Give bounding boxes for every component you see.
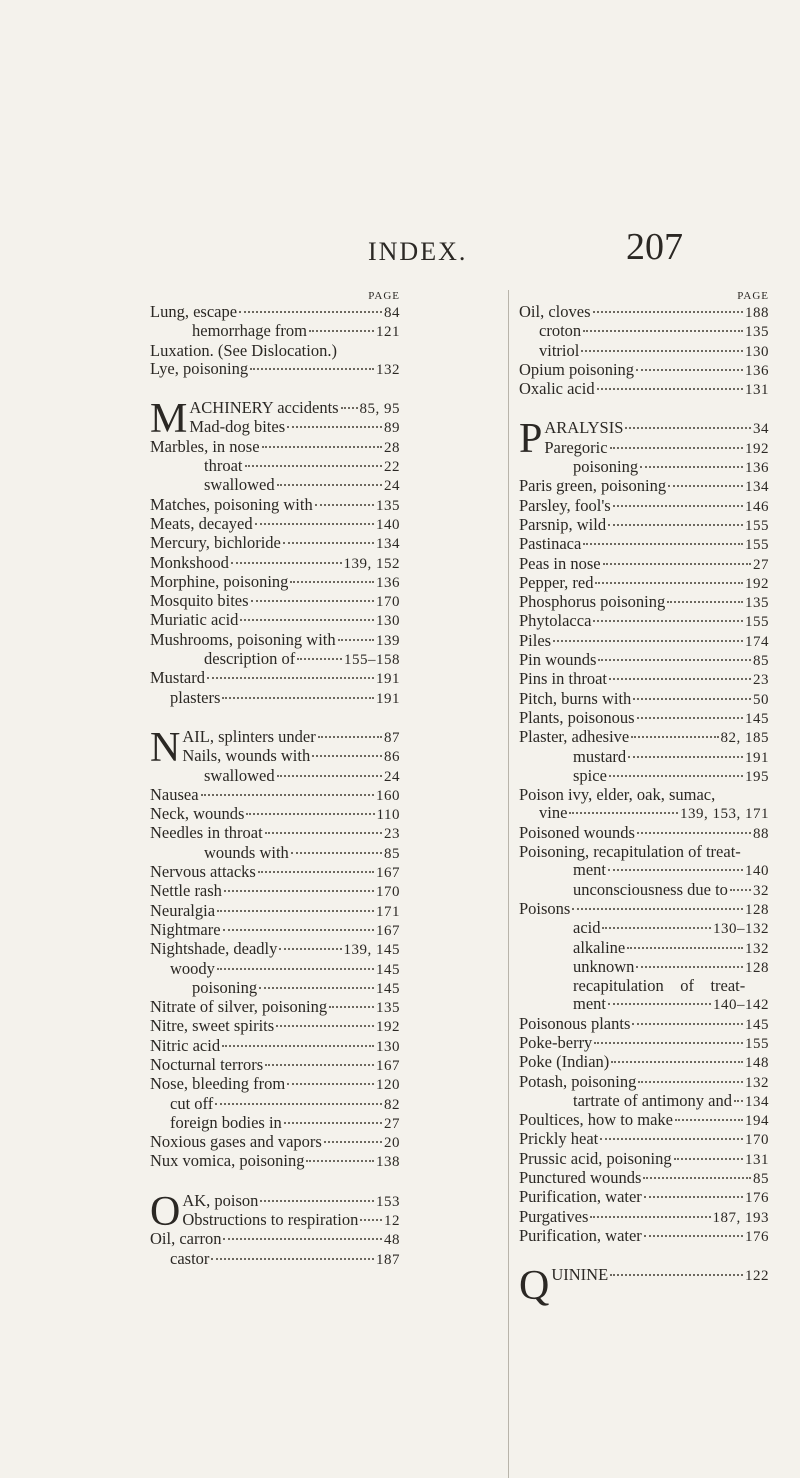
index-entry: Nose, bleeding from 120 xyxy=(150,1074,400,1094)
index-entry: Nitrate of silver, poisoning 135 xyxy=(150,997,400,1017)
index-entry: Oil, carron 48 xyxy=(150,1229,400,1249)
index-entry: Poisons 128 xyxy=(519,898,769,918)
index-subentry: acid 130–132 xyxy=(573,918,769,938)
index-subentry: wounds with 85 xyxy=(204,842,400,862)
index-subentry: cut off 82 xyxy=(170,1093,400,1113)
index-entry: Phosphorus poisoning 135 xyxy=(519,592,769,612)
index-entry: Purification, water 176 xyxy=(519,1187,769,1207)
index-entry: Nitre, sweet spirits 192 xyxy=(150,1016,400,1036)
index-subentry: vine 139, 153, 171 xyxy=(539,803,769,823)
index-entry: Plants, poisonous 145 xyxy=(519,707,769,727)
index-entry: Meats, decayed 140 xyxy=(150,513,400,533)
index-entry: Oxalic acid 131 xyxy=(519,379,769,399)
index-subentry: unconsciousness due to 32 xyxy=(573,879,769,899)
page-column-label: PAGE xyxy=(737,290,769,302)
letter-section-m xyxy=(150,396,400,443)
index-entry: Mushrooms, poisoning with 139 xyxy=(150,629,400,649)
drop-cap: Q xyxy=(519,1263,550,1310)
index-entry: Nausea 160 xyxy=(150,784,400,804)
index-entry: Monkshood 139, 152 xyxy=(150,552,400,572)
drop-cap: N xyxy=(150,724,181,771)
index-subentry: croton 135 xyxy=(539,321,769,341)
index-entry: Poke-berry 155 xyxy=(519,1032,769,1052)
index-subentry: hemorrhage from 121 xyxy=(192,321,400,341)
index-entry: Potash, poisoning 132 xyxy=(519,1071,769,1091)
index-entry: Purgatives 187, 193 xyxy=(519,1206,769,1226)
index-entry: Obstructions to respiration 12 xyxy=(182,1210,400,1230)
index-subentry: woody 145 xyxy=(170,958,400,978)
index-subentry: plasters 191 xyxy=(170,687,400,707)
index-entry: Nightmare 167 xyxy=(150,919,400,939)
index-entry: Pepper, red 192 xyxy=(519,572,769,592)
index-subentry: vitriol 130 xyxy=(539,340,769,360)
index-entry: Neck, wounds 110 xyxy=(150,804,400,824)
index-entry: Plaster, adhesive 82, 185 xyxy=(519,727,769,747)
index-entry: Poison ivy, elder, oak, sumac, xyxy=(519,785,716,805)
index-entry: Parsley, fool's 146 xyxy=(519,495,769,515)
index-entry: ACHINERY accidents 85, 95 xyxy=(189,398,400,418)
index-entry: Mad-dog bites 89 xyxy=(189,417,400,437)
index-entry: Nitric acid 130 xyxy=(150,1035,400,1055)
index-entry: Poultices, how to make 194 xyxy=(519,1110,769,1130)
index-entry: Prickly heat 170 xyxy=(519,1129,769,1149)
column-divider xyxy=(508,290,509,1478)
index-entry: Muriatic acid 130 xyxy=(150,610,400,630)
index-entry: Pastinaca 155 xyxy=(519,534,769,554)
index-entry: Oil, cloves 188 xyxy=(519,302,769,321)
index-entry: Phytolacca 155 xyxy=(519,611,769,631)
letter-section-q xyxy=(519,1263,769,1310)
index-subentry: foreign bodies in 27 xyxy=(170,1112,400,1132)
index-subentry: poisoning 145 xyxy=(192,977,400,997)
index-entry: Nux vomica, poisoning 138 xyxy=(150,1151,400,1171)
index-subentry: recapitulation of treat- xyxy=(573,976,746,996)
index-entry: Pitch, burns with 50 xyxy=(519,688,769,708)
index-subentry: ment 140 xyxy=(573,860,769,880)
drop-cap: M xyxy=(150,396,188,443)
index-entry: Poisoned wounds 88 xyxy=(519,822,769,842)
letter-section-n xyxy=(150,724,400,771)
index-entry: Poisonous plants 145 xyxy=(519,1013,769,1033)
index-entry: Purification, water 176 xyxy=(519,1225,769,1245)
index-subentry: description of 155–158 xyxy=(204,649,400,669)
index-entry: Nervous attacks 167 xyxy=(150,862,400,882)
index-entry: Noxious gases and vapors 20 xyxy=(150,1132,400,1152)
index-subentry: tartrate of antimony and 134 xyxy=(573,1090,769,1110)
index-entry: Mustard 191 xyxy=(150,668,400,688)
index-entry: Lye, poisoning 132 xyxy=(150,358,400,378)
index-entry: Morphine, poisoning 136 xyxy=(150,571,400,591)
index-entry: Parsnip, wild 155 xyxy=(519,514,769,534)
index-entry: Nocturnal terrors 167 xyxy=(150,1054,400,1074)
index-subentry: swallowed 24 xyxy=(204,765,400,785)
index-entry: ARALYSIS 34 xyxy=(544,418,769,438)
index-entry: Piles 174 xyxy=(519,630,769,650)
index-entry: Peas in nose 27 xyxy=(519,553,769,573)
index-entry: Nightshade, deadly 139, 145 xyxy=(150,939,400,959)
index-entry: Mercury, bichloride 134 xyxy=(150,533,400,553)
index-entry: Pins in throat 23 xyxy=(519,669,769,689)
index-entry: Punctured wounds 85 xyxy=(519,1168,769,1188)
index-title: INDEX. xyxy=(368,237,468,266)
index-entry: Marbles, in nose 28 xyxy=(150,436,400,456)
index-entry: Needles in throat 23 xyxy=(150,823,400,843)
drop-cap: O xyxy=(150,1188,181,1235)
index-subentry: unknown 128 xyxy=(573,956,769,976)
index-entry: Pin wounds 85 xyxy=(519,650,769,670)
index-entry: Neuralgia 171 xyxy=(150,900,400,920)
index-column-right xyxy=(519,289,769,1310)
index-entry: Poke (Indian) 148 xyxy=(519,1052,769,1072)
index-entry: Lung, escape 84 xyxy=(150,302,400,321)
index-entry: AIL, splinters under 87 xyxy=(182,726,400,746)
page-column-label: PAGE xyxy=(368,290,400,302)
drop-cap: P xyxy=(519,416,543,463)
letter-section-o xyxy=(150,1188,400,1235)
index-entry: Luxation. (See Dislocation.) xyxy=(150,340,337,360)
index-subentry: spice 195 xyxy=(573,765,769,785)
index-column-left xyxy=(150,289,400,1269)
index-entry: Paregoric 192 xyxy=(544,437,769,457)
index-subentry: mustard 191 xyxy=(573,746,769,766)
index-subentry: poisoning 136 xyxy=(573,457,769,477)
index-subentry: swallowed 24 xyxy=(204,475,400,495)
index-entry: AK, poison 153 xyxy=(182,1190,400,1210)
index-entry: Mosquito bites 170 xyxy=(150,591,400,611)
index-subentry: alkaline 132 xyxy=(573,937,769,957)
index-subentry: ment 140–142 xyxy=(573,994,769,1014)
index-entry: Nettle rash 170 xyxy=(150,881,400,901)
index-entry: Opium poisoning 136 xyxy=(519,359,769,379)
letter-section-p xyxy=(519,416,769,463)
index-entry: Paris green, poisoning 134 xyxy=(519,476,769,496)
index-entry: Prussic acid, poisoning 131 xyxy=(519,1148,769,1168)
index-entry: Matches, poisoning with 135 xyxy=(150,494,400,514)
index-entry: Nails, wounds with 86 xyxy=(182,746,400,766)
index-entry: Poisoning, recapitulation of treat- xyxy=(519,842,741,862)
index-entry: UININE 122 xyxy=(551,1265,769,1285)
index-subentry: castor 187 xyxy=(170,1248,400,1268)
index-subentry: throat 22 xyxy=(204,456,400,476)
page-number: 207 xyxy=(626,226,683,268)
